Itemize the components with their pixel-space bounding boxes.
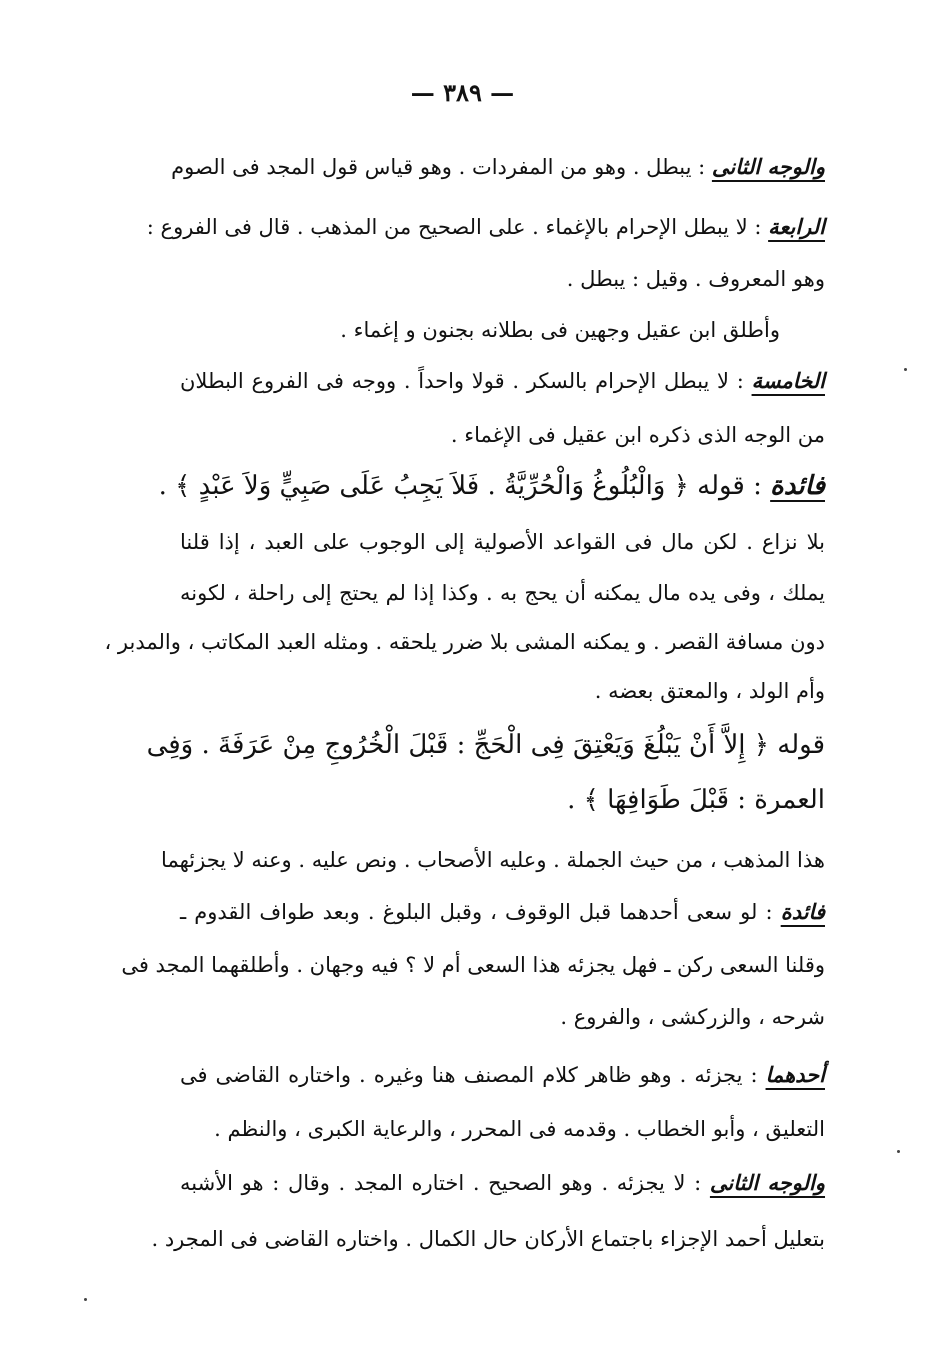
line-text: : لا يبطل الإحرام بالسكر . قولا واحداً . ووجه فى الفروع البطلان [180,369,752,393]
line-text: : لا يجزئه . وهو الصحيح . اختاره المجد . وقال : هو الأشبه [180,1171,710,1195]
line-text: من الوجه الذى ذكره ابن عقيل فى الإغماء . [450,423,825,447]
text-line [151,1222,825,1262]
line-text: شرحه ، والزركشى ، والفروع . [560,1005,825,1029]
text-line [171,150,825,190]
line-label: والوجه الثانى [711,154,825,179]
line-text: : يبطل . وهو من المفردات . وهو قياس قول المجد فى الصوم [171,155,712,179]
line-text: وهو المعروف . وقيل : يبطل . [566,267,825,291]
text-line [180,1000,825,1040]
line-text: : لو سعى أحدهما قبل الوقوف ، وقبل البلوغ . وبعد طواف القدوم ـ [180,900,781,924]
text-line [180,780,825,828]
line-text: بتعليل أحمد الإجزاء باجتماع الأركان حال الكمال . واختاره القاضى فى المجرد . [151,1227,825,1251]
line-label: فائدة [780,899,825,924]
line-text: التعليق ، وأبو الخطاب . وقدمه فى المحرر ، والرعاية الكبرى ، والنظم . [214,1117,825,1141]
line-text: وأم الولد ، والمعتق بعضه . [594,679,825,703]
line-text: : لا يبطل الإحرام بالإغماء . على الصحيح من المذهب . قال فى الفروع : [146,215,769,239]
text-line [180,1166,825,1206]
line-text: وأطلق ابن عقيل وجهين فى بطلانه بجنون و إغماء . [340,318,780,342]
line-label: الخامسة [751,368,825,393]
line-text: دون مسافة القصر . و يمكنه المشى بلا ضرر يلحقه . ومثله العبد المكاتب ، والمدبر ، [104,630,825,654]
text-line [146,210,825,250]
text-line [146,725,825,773]
line-text: هذا المذهب ، من حيث الجملة . وعليه الأصحاب . ونص عليه . وعنه لا يجزئهما [161,848,825,872]
text-line [161,843,825,883]
line-label: أحدهما [765,1062,825,1087]
line-text: وقلنا السعى ركن ـ فهل يجزئه هذا السعى أم لا ؟ فيه وجهان . وأطلقهما المجد فى [121,953,825,977]
text-line [180,418,825,458]
text-line [180,576,825,616]
line-text: العمرة : قَبْلَ طَوَافِهَا ﴾ . [567,785,825,815]
scan-speck [897,1150,900,1153]
scan-speck [904,368,907,371]
line-text: يملك ، وفى يده مال يمكنه أن يحج به . وكذا إذا لم يحتج إلى راحلة ، لكونه [180,581,825,605]
line-label: فائدة [770,471,825,501]
text-line [158,466,825,514]
text-line [180,674,825,714]
line-text: : قوله ﴿ وَالْبُلُوغُ وَالْحُرِّيَّةُ . فَلاَ يَجِبُ عَلَى صَبِيٍّ وَلاَ عَبْدٍ ﴾ . [158,471,771,501]
line-label: والوجه الثانى [709,1170,826,1195]
line-text: : يجزئه . وهو ظاهر كلام المصنف هنا وغيره . واختاره القاضى فى [180,1063,766,1087]
text-line [180,1058,825,1098]
text-line [121,948,825,988]
page-number: — ٣٨٩ — [410,78,515,107]
text-line [180,1112,825,1152]
line-text: بلا نزاع . لكن مال فى القواعد الأصولية إلى الوجوب على العبد ، إذا قلنا [180,530,825,554]
scan-speck [84,1298,87,1301]
text-line [180,895,825,935]
text-line [180,364,825,404]
text-line [180,262,825,302]
line-text: قوله ﴿ إِلاَّ أَنْ يَبْلُغَ وَيَعْتِقَ فِى الْحَجِّ : قَبْلَ الْخُرُوجِ مِنْ عَرَفَةَ . وَفِى [146,730,825,760]
line-label: الرابعة [768,214,825,239]
text-line [180,525,825,565]
text-line [180,313,780,353]
text-line [104,625,825,665]
